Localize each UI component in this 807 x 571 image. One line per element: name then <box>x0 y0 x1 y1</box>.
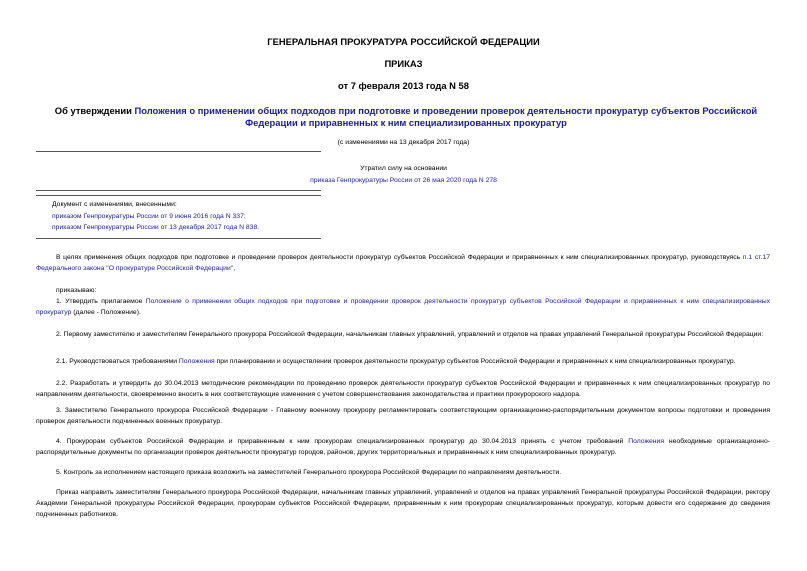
p21-start: 2.1. Руководствоваться требованиями <box>56 358 179 365</box>
paragraph-2-2: 2.2. Разработать и утвердить до 30.04.2013 методические рекомендации по проведению проверок деятельности прокуратур субъектов Российской Федерации и приравненных к ним специализированных прокуратур по направлениям деятельности, своевременно вносить в них соответствующие изменения с учетом совершенствования законодательства и практики прокурорского надзора. <box>36 380 770 398</box>
title-prefix: Об утверждении <box>54 105 135 116</box>
p4-end: необходимые организационно-распорядительные документы по организации проверок деятельности прокуратур городов, районов, других территориальных и приравненных к ним специализированных прокуратур. <box>36 438 770 456</box>
changes-note: (с изменениями на 13 декабря 2017 года) <box>337 139 470 146</box>
amendments-heading: Документ с изменениями, внесенными: <box>52 201 177 208</box>
paragraph-5: 5. Контроль за исполнением настоящего приказа возложить на заместителей Генерального прокурора Российской Федерации по направлениям деятельности. <box>56 469 562 476</box>
divider <box>36 151 321 152</box>
invalid-note: Утратил силу на основании <box>360 165 447 172</box>
amendment-item <box>52 211 246 222</box>
p1-end: (далее - Положение). <box>71 309 141 316</box>
invalid-order-link[interactable]: приказа Генпрокуратуры России от 26 мая 2020 года N 278 <box>310 177 497 184</box>
paragraph-2: 2. Первому заместителю и заместителям Генерального прокурора Российской Федерации, начальникам главных управлений, управлений и отделов на правах управлений Генеральной прокуратуры Российской Федерации: <box>56 331 764 338</box>
p1-start: 1. Утвердить прилагаемое <box>56 298 146 305</box>
divider <box>36 238 321 239</box>
regulation-link[interactable]: Положения <box>178 358 215 365</box>
p21-end: при планировании и осуществлении проверок деятельности прокуратур субъектов Российской Федерации и приравненных к ним специализированных прокуратур. <box>214 358 736 365</box>
divider <box>36 195 321 196</box>
document-date-number: от 7 февраля 2013 года N 58 <box>338 80 469 91</box>
organization-name: ГЕНЕРАЛЬНАЯ ПРОКУРАТУРА РОССИЙСКОЙ ФЕДЕРАЦИИ <box>267 36 540 47</box>
paragraph-2-1 <box>36 356 770 367</box>
p4-start: 4. Прокурорам субъектов Российской Федерации и приравненным к ним прокурорам специализированных прокуратур до 30.04.2013 принять с учетом требований <box>56 438 629 445</box>
order-word: приказываю: <box>56 287 97 294</box>
paragraph-1 <box>36 296 770 318</box>
paragraph-3: 3. Заместителю Генерального прокурора Российской Федерации - Главному военному прокурору регламентировать соответствующим организационно-распорядительным документом вопросы подготовки и проведения проверок деятельности подчиненных военных прокуратур. <box>36 407 770 425</box>
paragraph-4 <box>36 436 770 458</box>
divider <box>36 190 321 191</box>
intro-paragraph <box>36 252 770 274</box>
intro-end: , <box>233 265 236 272</box>
amendment-link[interactable]: приказом Генпрокуратуры России от 9 июня 2016 года N 337; <box>52 213 246 220</box>
amendment-item <box>52 222 259 233</box>
invalid-link-wrap <box>0 175 807 186</box>
document-title <box>36 105 776 129</box>
regulation-link[interactable]: Положение о применении общих подходов при подготовке и проведении проверок деятельности прокуратур субъектов Российской Федерации и приравненных к ним специализированных прокуратур <box>36 298 770 316</box>
regulation-link[interactable]: Положения <box>628 438 665 445</box>
title-link[interactable]: Положения о применении общих подходов при подготовке и проведении проверок деятельности прокуратур субъектов Российской Федерации и приравненных к ним специализированных прокуратур <box>134 105 758 128</box>
document-type: ПРИКАЗ <box>384 58 423 69</box>
intro-text: В целях применения общих подходов при подготовке и проведении проверок деятельности прокуратур субъектов Российской Федерации и приравненных к ним специализированных прокуратур, руководствуясь <box>56 254 743 261</box>
amendment-link[interactable]: приказом Генпрокуратуры России от 13 декабря 2017 года N 838. <box>52 224 260 231</box>
paragraph-6: Приказ направить заместителям Генерального прокурора Российской Федерации, начальникам главных управлений, управлений и отделов на правах управлений Генеральной прокуратуры Российской Федерации, ректору Академии Генеральной прокуратуры Российской Федерации, прокурорам субъектов Российской Федерации, приравненным к ним прокурорам специализированных прокуратур, которым довести его содержание до сведения подчиненных работников. <box>36 489 770 518</box>
law-link[interactable]: п.1 ст.17 Федерального закона "О прокуратуре Российской Федерации" <box>36 254 770 272</box>
